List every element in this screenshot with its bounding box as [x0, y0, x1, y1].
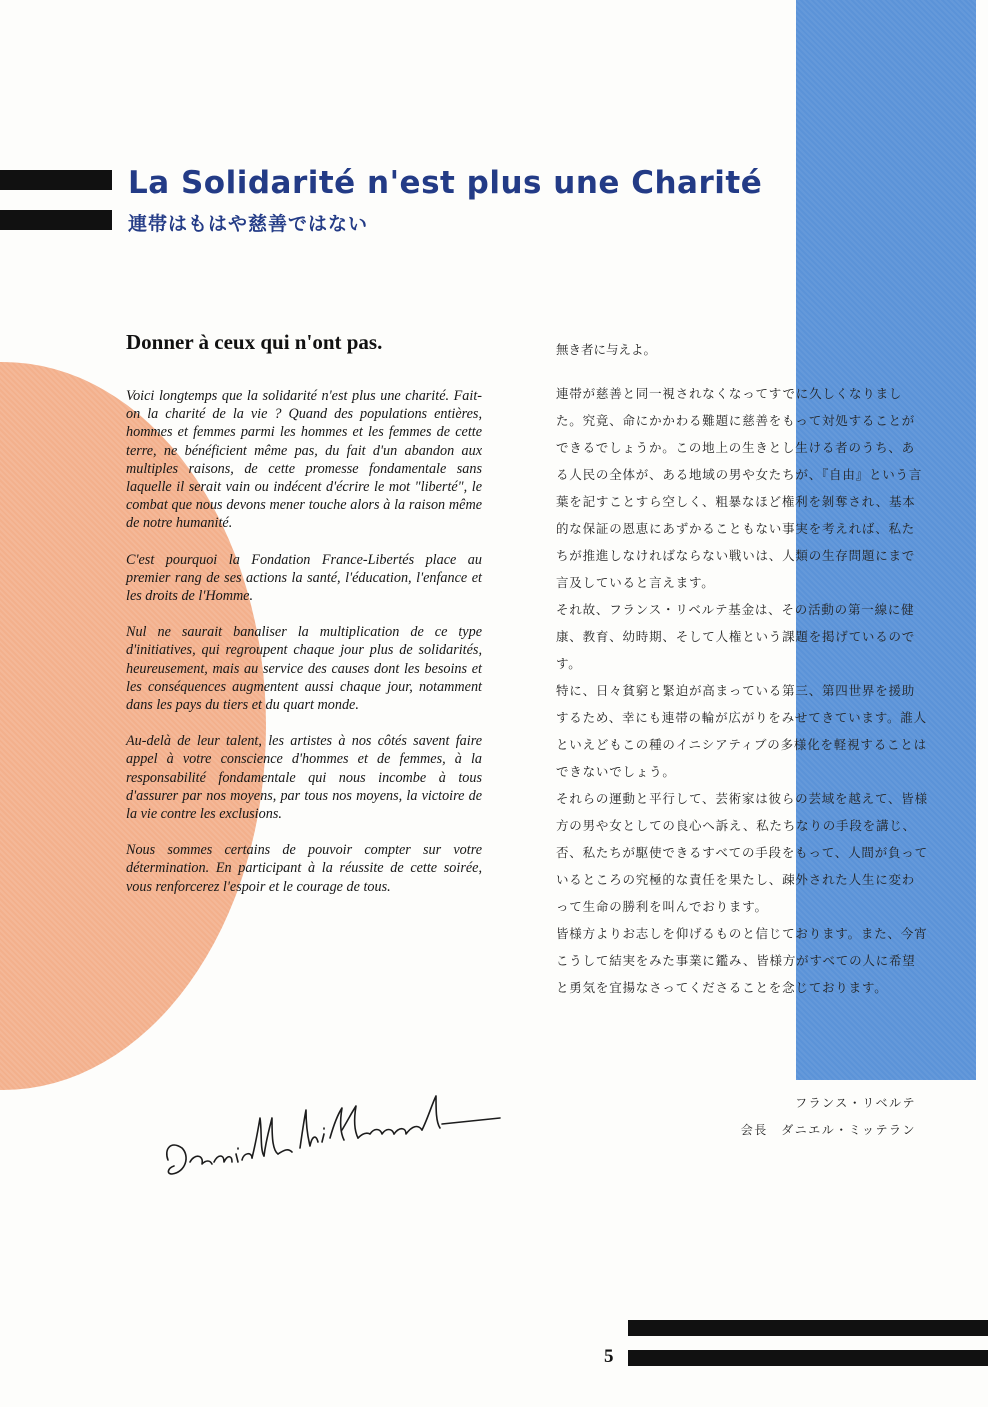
french-column — [126, 330, 482, 914]
japanese-column — [556, 340, 928, 1001]
title-block — [128, 165, 762, 236]
japanese-paragraph: 連帯が慈善と同一視されなくなってすでに久しくなりました。究竟、命にかかわる難題に慈善をもって対処することができるでしょうか。この地上の生きとし生ける者のうち、ある人民の全体が、ある地域の男や女たちが、『自由』という言葉を記すことすら空しく、粗暴なほど権利を剝奪され、基本的な保証の恩恵にあずかることもない事実を考えれば、私たちが推進しなければならない戦いは、人類の生存問題にまで言及していると言えます。 — [556, 386, 923, 590]
japanese-paragraph: 皆様方よりお志しを仰げるものと信じております。また、今宵こうして結実をみた事業に鑑み、皆様方がすべての人に希望と勇気を宜揚なさってくださることを念じております。 — [556, 926, 928, 995]
title-bar-bottom — [0, 210, 112, 230]
signature-organization: フランス・リベルテ — [795, 1096, 916, 1110]
japanese-paragraph: それ故、フランス・リベルテ基金は、その活動の第一線に健康、教育、幼時期、そして人権という課題を掲げているのです。 — [556, 602, 916, 671]
french-paragraph: Voici longtemps que la solidarité n'est plus une charité. Fait-on la charité de la vie ? Quand des populations entières, hommes et femmes parmi les hommes et les femmes de cette terre, ne bénéficient même pas, du fait d'un abandon aux multiples raisons, de cette promesse fondamentale sans laquelle il serait vain ou indécent d'écrire le mot "liberté", le combat que nous devons mener touche alors à la raison même de notre humanité. — [126, 388, 482, 532]
french-heading: Donner à ceux qui n'ont pas. — [126, 330, 383, 354]
japanese-paragraph: 特に、日々貧窮と緊迫が高まっている第三、第四世界を援助するため、幸にも連帯の輪が広がりをみせてきています。誰人といえどもこの種のイニシアティブの多様化を軽視することはできないでしょう。 — [556, 683, 927, 779]
japanese-paragraph: それらの運動と平行して、芸術家は彼らの芸域を越えて、皆様方の男や女としての良心へ訴え、私たちなりの手段を講じ、否、私たちが駆使できるすべての手段をもって、人間が負っているところの究極的な責任を果たし、疎外された人生に変わって生命の勝利を叫んでおります。 — [556, 791, 928, 914]
title-bar-top — [0, 170, 112, 190]
french-paragraph: Au-delà de leur talent, les artistes à nos côtés savent faire appel à votre conscience d'hommes et de femmes, à la responsabilité fondamentale qui nous incombe à tous d'assurer par nos moyens, par tous nos moyens, la victoire de la vie contre les exclusions. — [126, 733, 482, 823]
handwritten-signature — [160, 1090, 520, 1200]
signature-name: 会長 ダニエル・ミッテラン — [740, 1123, 916, 1137]
japanese-signature-block — [600, 1090, 916, 1144]
japanese-heading: 無き者に与えよ。 — [556, 342, 657, 357]
footer-bar-top — [628, 1320, 988, 1336]
page-subtitle-jp: 連帯はもはや慈善ではない — [128, 213, 369, 235]
french-paragraph: Nous sommes certains de pouvoir compter sur votre détermination. En participant à la réussite de cette soirée, vous renforcerez l'espoir et le courage de tous. — [126, 842, 482, 895]
japanese-body — [556, 380, 928, 1001]
page-number: 5 — [604, 1346, 614, 1367]
page-title: La Solidarité n'est plus une Charité — [128, 165, 763, 201]
french-paragraph: C'est pourquoi la Fondation France-Libertés place au premier rang de ses actions la santé, l'éducation, l'enfance et les droits de l'Homme. — [126, 551, 482, 605]
footer-bar-bottom — [628, 1350, 988, 1366]
french-paragraph: Nul ne saurait banaliser la multiplication de ce type d'initiatives, qui regroupent chaque jour plus de solidarités, heureusement, mais au service des causes dont les besoins et les conséquences augmentent aussi chaque jour, notamment dans les pays du tiers et du quart monde. — [126, 624, 482, 714]
